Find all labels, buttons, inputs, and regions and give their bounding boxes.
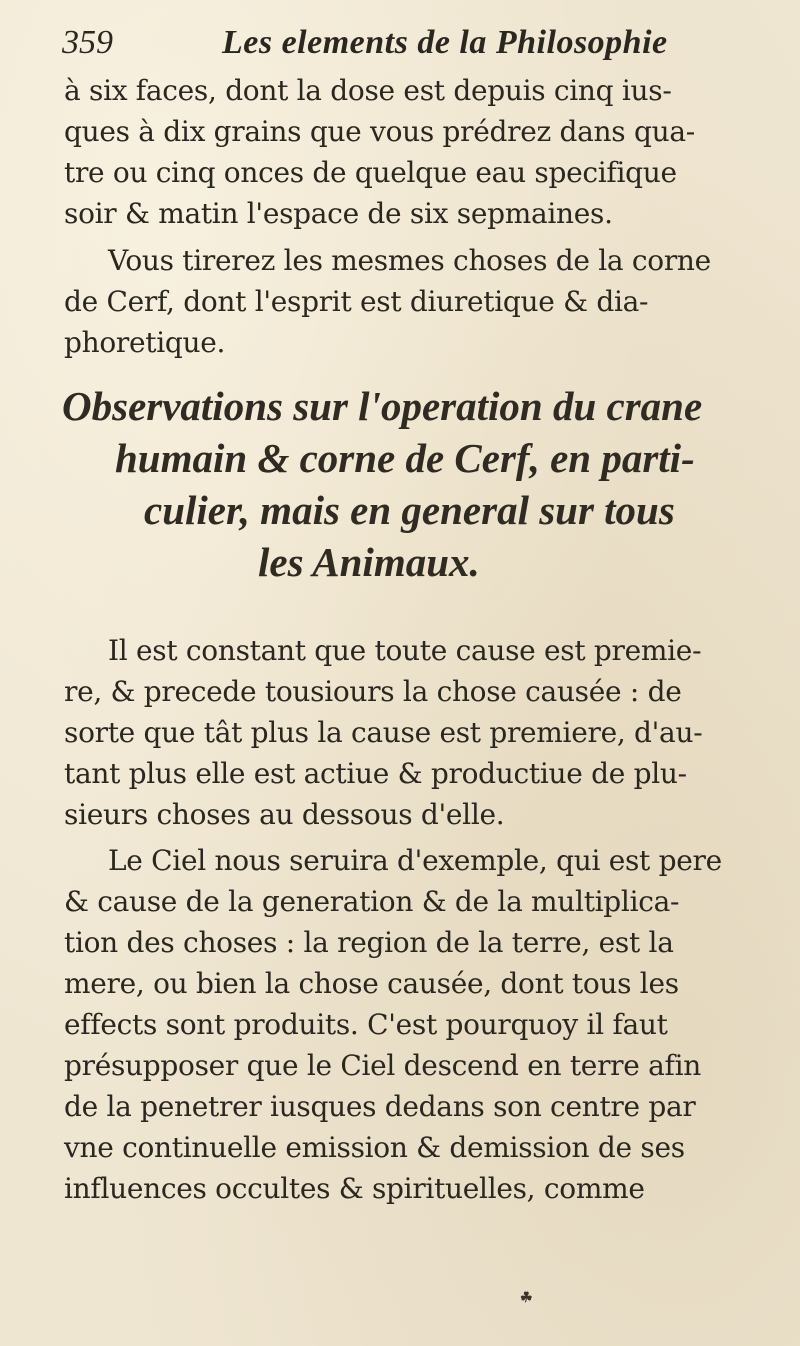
heading-line: culier, mais en general sur tous — [144, 487, 675, 533]
running-head: Les elements de la Philosophie — [222, 24, 668, 61]
text-line: de Cerf, dont l'esprit est diuretique & dia- — [64, 285, 649, 318]
text-line: mere, ou bien la chose causée, dont tous les — [64, 967, 679, 1000]
paragraph-3 — [64, 630, 794, 835]
text-line: ques à dix grains que vous prédrez dans qua- — [64, 115, 695, 148]
section-heading — [60, 380, 790, 588]
heading-line: Observations sur l'operation du crane — [62, 383, 703, 429]
page-number: 359 — [62, 24, 113, 61]
text-line: effects sont produits. C'est pourquoy il faut — [64, 1008, 668, 1041]
text-line: & cause de la generation & de la multiplica- — [64, 885, 680, 918]
text-line: Il est constant que toute cause est premie- — [108, 634, 702, 667]
text-line: influences occultes & spirituelles, comme — [64, 1172, 645, 1205]
text-line: à six faces, dont la dose est depuis cinq ius- — [64, 74, 672, 107]
text-line: phoretique. — [64, 326, 226, 359]
page-header — [62, 14, 762, 70]
text-line: soir & matin l'espace de six sepmaines. — [64, 197, 613, 230]
text-line: re, & precede tousiours la chose causée : de — [64, 675, 682, 708]
heading-line: les Animaux. — [258, 539, 480, 585]
text-line: tre ou cinq onces de quelque eau specifique — [64, 156, 677, 189]
text-line: tion des choses : la region de la terre, est la — [64, 926, 674, 959]
text-line: de la penetrer iusques dedans son centre par — [64, 1090, 696, 1123]
paragraph-1 — [64, 70, 794, 234]
paragraph-2 — [64, 240, 794, 363]
text-line: Vous tirerez les mesmes choses de la corne — [108, 244, 711, 277]
text-line: vne continuelle emission & demission de ses — [64, 1131, 685, 1164]
text-line: tant plus elle est actiue & productiue de plu- — [64, 757, 687, 790]
text-line: Le Ciel nous seruira d'exemple, qui est pere — [108, 844, 722, 877]
text-line: sorte que tât plus la cause est premiere, d'au- — [64, 716, 703, 749]
text-line: présupposer que le Ciel descend en terre afin — [64, 1049, 701, 1082]
printer-mark-icon: ☘ — [520, 1290, 533, 1306]
text-line: sieurs choses au dessous d'elle. — [64, 798, 505, 831]
paragraph-4 — [64, 840, 794, 1209]
heading-line: humain & corne de Cerf, en parti- — [115, 435, 695, 481]
